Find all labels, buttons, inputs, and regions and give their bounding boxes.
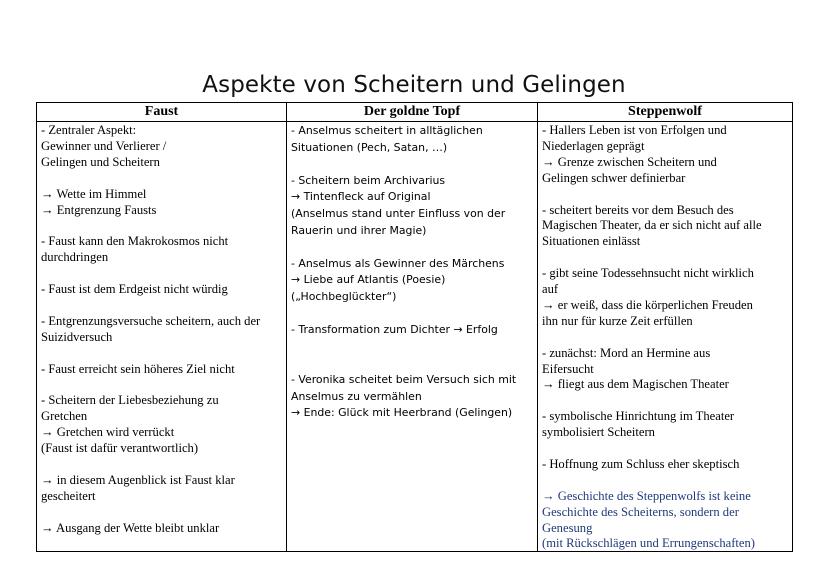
list-item: Geschichte des Scheiterns, sondern der: [542, 504, 739, 519]
list-item: → Ende: Glück mit Heerbrand (Gelingen): [291, 406, 513, 420]
table-row: [37, 122, 793, 552]
list-item: Magischen Theater, da er sich nicht auf alle: [542, 218, 762, 233]
list-item: → fliegt aus dem Magischen Theater: [542, 377, 729, 392]
list-item: gescheitert: [41, 488, 96, 503]
list-item: symbolisiert Scheitern: [542, 425, 655, 440]
list-item: Anselmus zu vermählen: [291, 389, 422, 403]
list-item: [41, 505, 282, 521]
list-item: - Entgrenzungsversuche scheitern, auch der: [41, 313, 261, 328]
list-item: Genesung: [542, 520, 593, 535]
list-item: [41, 298, 282, 314]
list-item: Niederlagen geprägt: [542, 138, 645, 153]
list-item: - scheitert bereits vor dem Besuch des: [542, 202, 734, 217]
list-item: („Hochbeglückter“): [291, 289, 397, 303]
list-item: auf: [542, 282, 559, 297]
list-item: Eifersucht: [542, 361, 594, 376]
list-item: → Ausgang der Wette bleibt unklar: [41, 520, 220, 535]
column-header-der-goldne-topf: Der goldne Topf: [287, 103, 538, 122]
list-item: Gretchen: [41, 409, 88, 424]
list-item: - symbolische Hinrichtung im Theater: [542, 409, 735, 424]
list-item: [542, 473, 788, 489]
list-item: - gibt seine Todessehnsucht nicht wirklich: [542, 266, 754, 281]
list-item: [41, 346, 282, 362]
list-item: [291, 239, 533, 256]
list-item: - Scheitern der Liebesbeziehung zu: [41, 393, 219, 408]
list-item: [291, 355, 533, 372]
list-item: Situationen (Pech, Satan, …): [291, 140, 448, 154]
list-item: - Hoffnung zum Schluss eher skeptisch: [542, 456, 740, 471]
list-item: - Scheitern beim Archivarius: [291, 173, 446, 187]
page-title: Aspekte von Scheitern und Gelingen: [202, 72, 626, 98]
list-item: (mit Rückschlägen und Errungenschaften): [542, 536, 755, 551]
list-item: → Tintenfleck auf Original: [291, 190, 431, 204]
list-item: [542, 187, 788, 203]
aspects-table: [36, 102, 793, 552]
list-item: - Anselmus als Gewinner des Märchens: [291, 256, 505, 270]
list-item: [291, 156, 533, 173]
list-item: [291, 306, 533, 323]
list-item: → Wette im Himmel: [41, 186, 147, 201]
list-item: [542, 330, 788, 346]
cell-steppenwolf: [538, 122, 793, 552]
list-item: Gewinner und Verlierer /: [41, 138, 167, 153]
table-header-row: [37, 103, 793, 122]
cell-faust: [37, 122, 287, 552]
column-header-faust: Faust: [37, 103, 287, 122]
list-item: [41, 377, 282, 393]
steppenwolf-notes: [542, 123, 788, 551]
list-item: - Faust kann den Makrokosmos nicht: [41, 234, 229, 249]
list-item: → Gretchen wird verrückt: [41, 425, 175, 440]
list-item: - Veronika scheitet beim Versuch sich mit: [291, 372, 517, 386]
der-goldne-topf-notes: [291, 123, 533, 551]
cell-der-goldne-topf: [287, 122, 538, 552]
list-item: Gelingen schwer definierbar: [542, 170, 686, 185]
faust-notes: [41, 123, 282, 551]
list-item: [41, 171, 282, 187]
list-item: [542, 441, 788, 457]
list-item: - Zentraler Aspekt:: [41, 123, 137, 137]
list-item: → Liebe auf Atlantis (Poesie): [291, 273, 446, 287]
list-item: - Hallers Leben ist von Erfolgen und: [542, 123, 727, 137]
list-item: ihn nur für kurze Zeit erfüllen: [542, 313, 693, 328]
list-item: (Anselmus stand unter Einfluss von der: [291, 206, 506, 220]
list-item: - Anselmus scheitert in alltäglichen: [291, 124, 483, 137]
list-item: [41, 218, 282, 234]
list-item: Rauerin und ihrer Magie): [291, 223, 427, 237]
list-item: → Grenze zwischen Scheitern und: [542, 154, 717, 169]
list-item: Suizidversuch: [41, 329, 113, 344]
list-item: [291, 339, 533, 356]
list-item: durchdringen: [41, 250, 109, 265]
list-item: - Transformation zum Dichter → Erfolg: [291, 323, 498, 337]
list-item: → er weiß, dass die körperlichen Freuden: [542, 297, 753, 312]
list-item: - Faust erreicht sein höheres Ziel nicht: [41, 361, 235, 376]
list-item: [41, 457, 282, 473]
list-item: [542, 250, 788, 266]
list-item: → Entgrenzung Fausts: [41, 202, 157, 217]
column-header-steppenwolf: Steppenwolf: [538, 103, 793, 122]
list-item: [542, 393, 788, 409]
list-item: - Faust ist dem Erdgeist nicht würdig: [41, 282, 228, 297]
list-item: Situationen einlässt: [542, 234, 641, 249]
list-item: Gelingen und Scheitern: [41, 154, 160, 169]
list-item: → Geschichte des Steppenwolfs ist keine: [542, 488, 751, 503]
list-item: [41, 266, 282, 282]
list-item: → in diesem Augenblick ist Faust klar: [41, 472, 235, 487]
list-item: (Faust ist dafür verantwortlich): [41, 441, 199, 456]
list-item: - zunächst: Mord an Hermine aus: [542, 345, 711, 360]
